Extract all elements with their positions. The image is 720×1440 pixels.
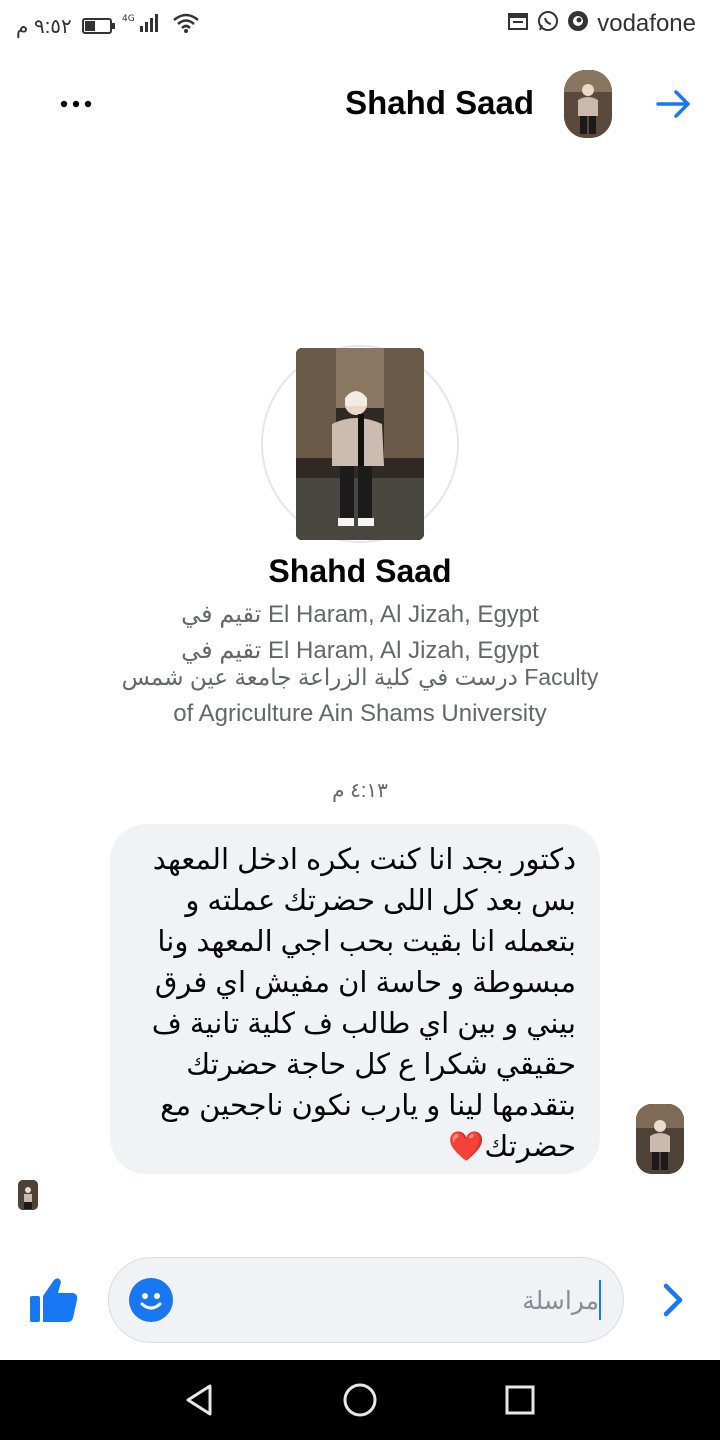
- message-line: دكتور بجد انا كنت بكره ادخل المعهد: [152, 844, 576, 876]
- more-icon[interactable]: [56, 84, 96, 124]
- back-triangle-icon[interactable]: [180, 1380, 220, 1420]
- whatsapp-icon: [537, 10, 559, 38]
- signal-icon: [122, 12, 162, 40]
- message-line: بس بعد كل اللى حضرتك عملته و: [185, 885, 576, 917]
- network-type: 4G: [121, 14, 135, 24]
- profile-location-repeat: تقيم في El Haram, Al Jizah, Egypt: [181, 637, 539, 664]
- message-line: بتقدمها لينا و يارب نكون ناجحين مع: [160, 1090, 576, 1122]
- heart-emoji: ❤️: [448, 1131, 485, 1163]
- wifi-icon: [172, 12, 200, 40]
- vodafone-icon: [567, 10, 589, 38]
- profile-photo[interactable]: [296, 348, 424, 540]
- message-bubble[interactable]: [110, 824, 600, 1174]
- thumbs-up-icon[interactable]: [28, 1274, 80, 1326]
- battery-icon: [82, 18, 112, 34]
- message-line: حضرتك: [484, 1131, 576, 1163]
- message-line: بيني و بين اي طالب ف كلية تانية ف: [151, 1008, 576, 1040]
- conversation-header: [0, 50, 720, 160]
- profile-location: تقيم في El Haram, Al Jizah, Egypt: [181, 601, 539, 628]
- header-avatar[interactable]: [564, 70, 612, 138]
- profile-education-continued: of Agriculture Ain Shams University: [173, 700, 547, 727]
- profile-education: درست في كلية الزراعة جامعة عين شمس Faculty: [121, 664, 599, 690]
- chevron-right-icon[interactable]: [656, 1278, 692, 1322]
- recents-square-icon[interactable]: [500, 1380, 540, 1420]
- smiley-icon[interactable]: [129, 1278, 173, 1322]
- message-composer[interactable]: [108, 1257, 624, 1343]
- sender-avatar[interactable]: [636, 1104, 684, 1174]
- carrier-name: vodafone: [597, 10, 696, 37]
- message-input[interactable]: [219, 1280, 601, 1320]
- seen-indicator-avatar: [18, 1180, 38, 1210]
- status-bar-right-group: [507, 10, 696, 38]
- message-last-line: [134, 1127, 576, 1168]
- profile-name: Shahd Saad: [268, 553, 452, 589]
- status-bar-left-group: [16, 12, 200, 40]
- home-circle-icon[interactable]: [340, 1380, 380, 1420]
- message-line: بتعمله انا بقيت بحب اجي المعهد ونا: [157, 926, 576, 958]
- message-line: مبسوطة و حاسة ان مفيش اي فرق: [154, 967, 576, 999]
- message-timestamp: ٤:١٣ م: [332, 780, 388, 802]
- arrow-right-icon[interactable]: [654, 84, 694, 124]
- status-time: ٩:٥٢ م: [16, 15, 72, 38]
- system-nav-bar: [0, 1360, 720, 1440]
- status-bar: [0, 0, 720, 50]
- header-contact-name[interactable]: Shahd Saad: [345, 84, 534, 121]
- message-line: حقيقي شكرا ع كل حاجة حضرتك: [186, 1049, 576, 1081]
- calendar-icon: [507, 11, 529, 37]
